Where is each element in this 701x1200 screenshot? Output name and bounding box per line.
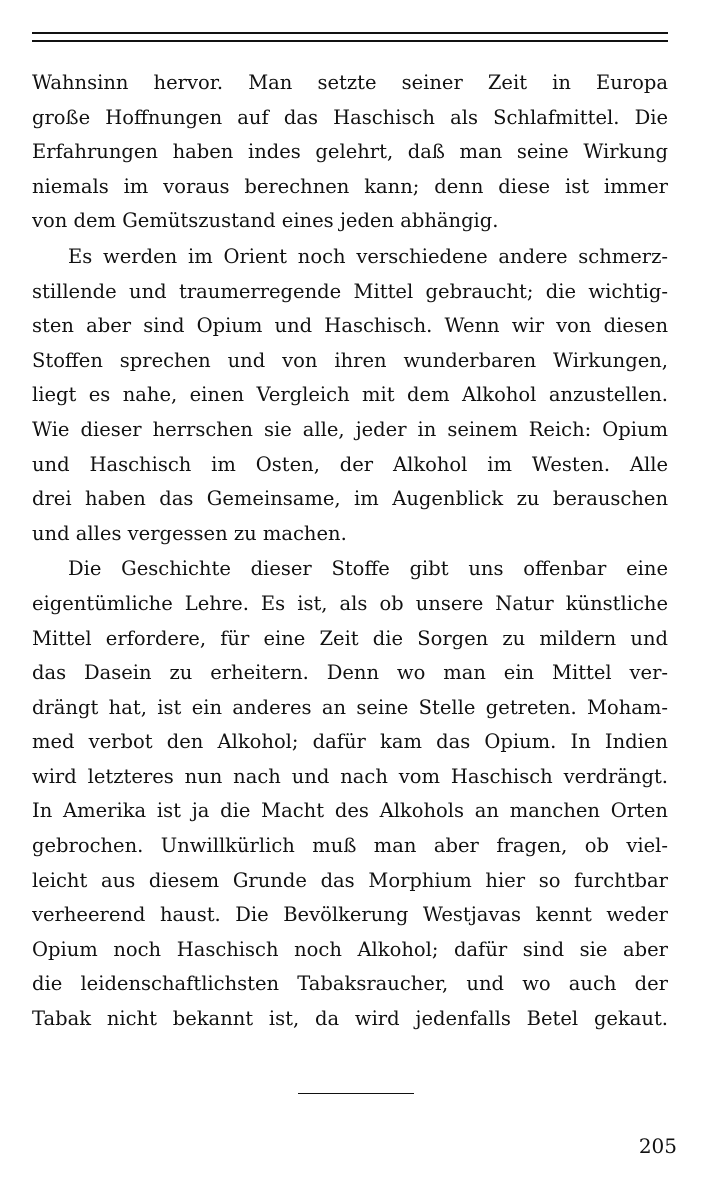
text-line: große Hoffnungen auf das Haschisch als Schlafmittel. Die — [32, 105, 668, 129]
text-line: Opium noch Haschisch noch Alkohol; dafür sind sie aber — [32, 937, 668, 961]
text-line: med verbot den Alkohol; dafür kam das Opium. In Indien — [32, 730, 668, 754]
section-end-rule — [298, 1093, 414, 1094]
text-line: Stoffen sprechen und von ihren wunderbaren Wirkungen, — [32, 348, 668, 372]
text-line: Mittel erfordere, für eine Zeit die Sorgen zu mildern und — [32, 626, 668, 650]
header-rule-upper — [32, 32, 668, 34]
text-line: wird letzteres nun nach und nach vom Haschisch verdrängt. — [32, 764, 668, 788]
paragraph-2 — [32, 240, 668, 551]
text-line: leicht aus diesem Grunde das Morphium hier so furchtbar — [32, 868, 668, 892]
text-line: eigentümliche Lehre. Es ist, als ob unsere Natur künstliche — [32, 591, 668, 615]
body-text — [32, 66, 668, 1037]
text-line: sten aber sind Opium und Haschisch. Wenn wir von diesen — [32, 314, 668, 338]
text-line: Tabak nicht bekannt ist, da wird jedenfalls Betel gekaut. — [32, 1007, 668, 1031]
text-line: liegt es nahe, einen Vergleich mit dem Alkohol anzustellen. — [32, 383, 668, 407]
header-rule-lower — [32, 40, 668, 42]
text-line: Wie dieser herrschen sie alle, jeder in seinem Reich: Opium — [32, 417, 668, 441]
text-line: Die Geschichte dieser Stoffe gibt uns offenbar eine — [68, 557, 668, 581]
text-line: die leidenschaftlichsten Tabaksraucher, und wo auch der — [32, 972, 668, 996]
text-line: Wahnsinn hervor. Man setzte seiner Zeit in Europa — [32, 71, 668, 94]
page-number: 205 — [638, 1134, 677, 1158]
text-line: drängt hat, ist ein anderes an seine Stelle getreten. Moham- — [32, 695, 668, 719]
paragraph-1 — [32, 66, 668, 239]
text-line: von dem Gemütszustand eines jeden abhängig. — [32, 209, 499, 233]
text-line: stillende und traumerregende Mittel gebraucht; die wichtig- — [32, 279, 668, 303]
text-line: und Haschisch im Osten, der Alkohol im Westen. Alle — [32, 452, 668, 476]
text-line: gebrochen. Unwillkürlich muß man aber fragen, ob viel- — [32, 834, 668, 858]
text-line: das Dasein zu erheitern. Denn wo man ein Mittel ver- — [32, 661, 668, 685]
text-line: Es werden im Orient noch verschiedene andere schmerz- — [68, 244, 668, 268]
text-line: und alles vergessen zu machen. — [32, 521, 347, 545]
text-line: drei haben das Gemeinsame, im Augenblick zu berauschen — [32, 487, 668, 511]
text-line: In Amerika ist ja die Macht des Alkohols an manchen Orten — [32, 799, 668, 823]
text-line: Erfahrungen haben indes gelehrt, daß man seine Wirkung — [32, 140, 668, 164]
paragraph-3 — [32, 552, 668, 1036]
text-line: verheerend haust. Die Bevölkerung Westjavas kennt weder — [32, 903, 668, 927]
text-line: niemals im voraus berechnen kann; denn diese ist immer — [32, 174, 668, 198]
